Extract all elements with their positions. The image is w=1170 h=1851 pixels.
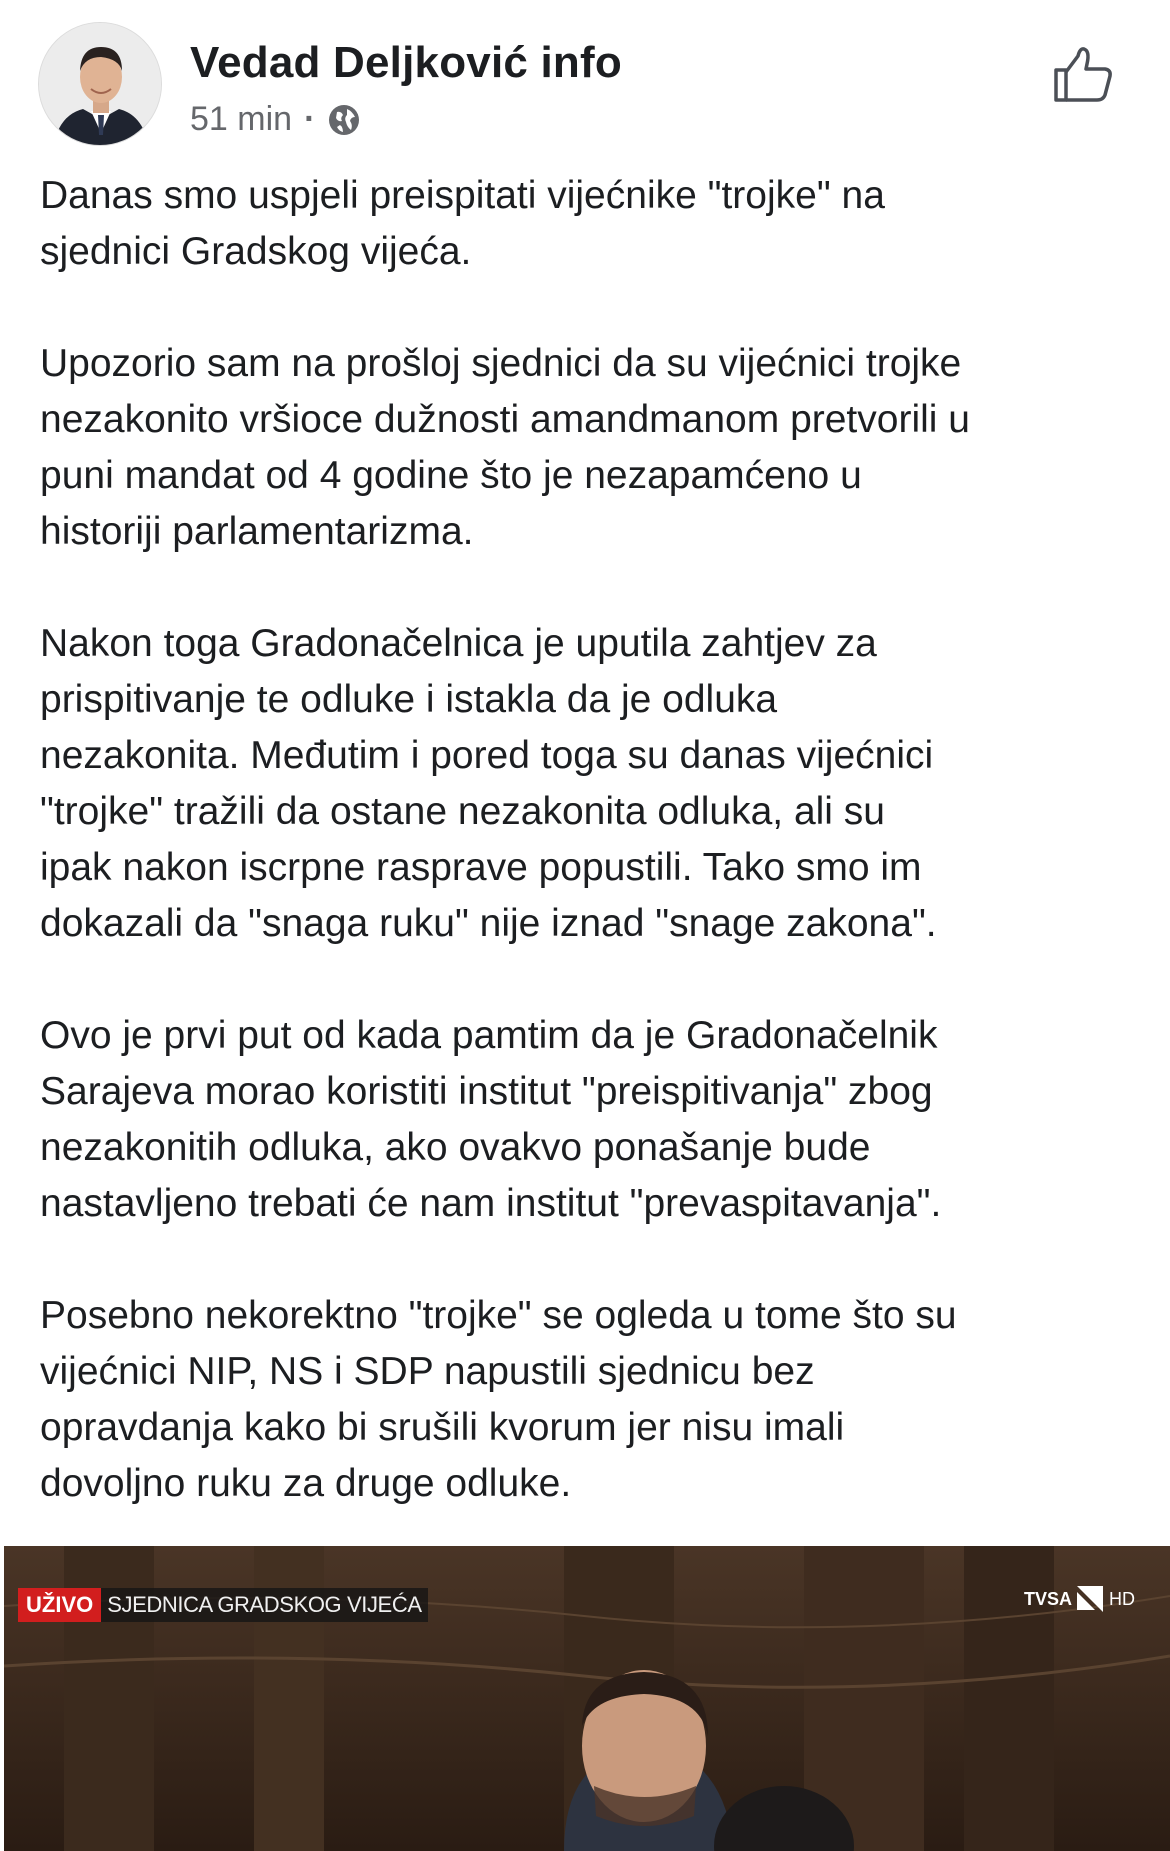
live-banner [18, 1588, 428, 1622]
post-meta [190, 100, 361, 139]
meta-separator: · [304, 100, 316, 138]
author-avatar[interactable] [38, 22, 162, 146]
post-paragraph: Nakon toga Gradonačelnica je uputila zahtjev za prispitivanje te odluke i istakla da je odluka nezakonita. Međutim i pored toga su danas vijećnici "trojke" tražili da ostane nezakonita odluka, ali su ipak nakon iscrpne rasprave popustili. Tako smo im dokazali da "snaga ruku" nije iznad "snage zakona". [40, 622, 937, 945]
channel-mark-icon [1075, 1584, 1105, 1614]
post-paragraph: Posebno nekorektno "trojke" se ogleda u tome što su vijećnici NIP, NS i SDP napustili sjednicu bez opravdanja kako bi srušili kvorum jer nisu imali dovoljno ruku za druge odluke. [40, 1294, 957, 1505]
video-thumbnail[interactable] [4, 1546, 1170, 1851]
post-text [40, 168, 1140, 1568]
live-badge: UŽIVO [18, 1588, 101, 1622]
post-paragraph: Ovo je prvi put od kada pamtim da je Gradonačelnik Sarajeva morao koristiti institut "preispitivanja" zbog nezakonitih odluka, ako ovakvo ponašanje bude nastavljeno trebati će nam institut "prevaspitavanja". [40, 1014, 942, 1225]
like-thumb-icon[interactable] [1050, 42, 1116, 108]
post-paragraph: Danas smo uspjeli preispitati vijećnike "trojke" na sjednici Gradskog vijeća. [40, 174, 885, 273]
channel-logo [1024, 1584, 1135, 1614]
channel-name: TVSA [1024, 1588, 1073, 1609]
broadcast-title: SJEDNICA GRADSKOG VIJEĆA [101, 1588, 427, 1622]
quality-label: HD [1109, 1588, 1136, 1609]
avatar-portrait [39, 23, 162, 146]
post-header [0, 0, 1170, 160]
author-name[interactable]: Vedad Deljković info [190, 38, 622, 87]
globe-icon[interactable] [327, 103, 361, 137]
post-time[interactable]: 51 min [190, 100, 293, 138]
post-paragraph: Upozorio sam na prošloj sjednici da su vijećnici trojke nezakonito vršioce dužnosti amandmanom pretvorili u puni mandat od 4 godine što je nezapamćeno u historiji parlamentarizma. [40, 342, 970, 553]
